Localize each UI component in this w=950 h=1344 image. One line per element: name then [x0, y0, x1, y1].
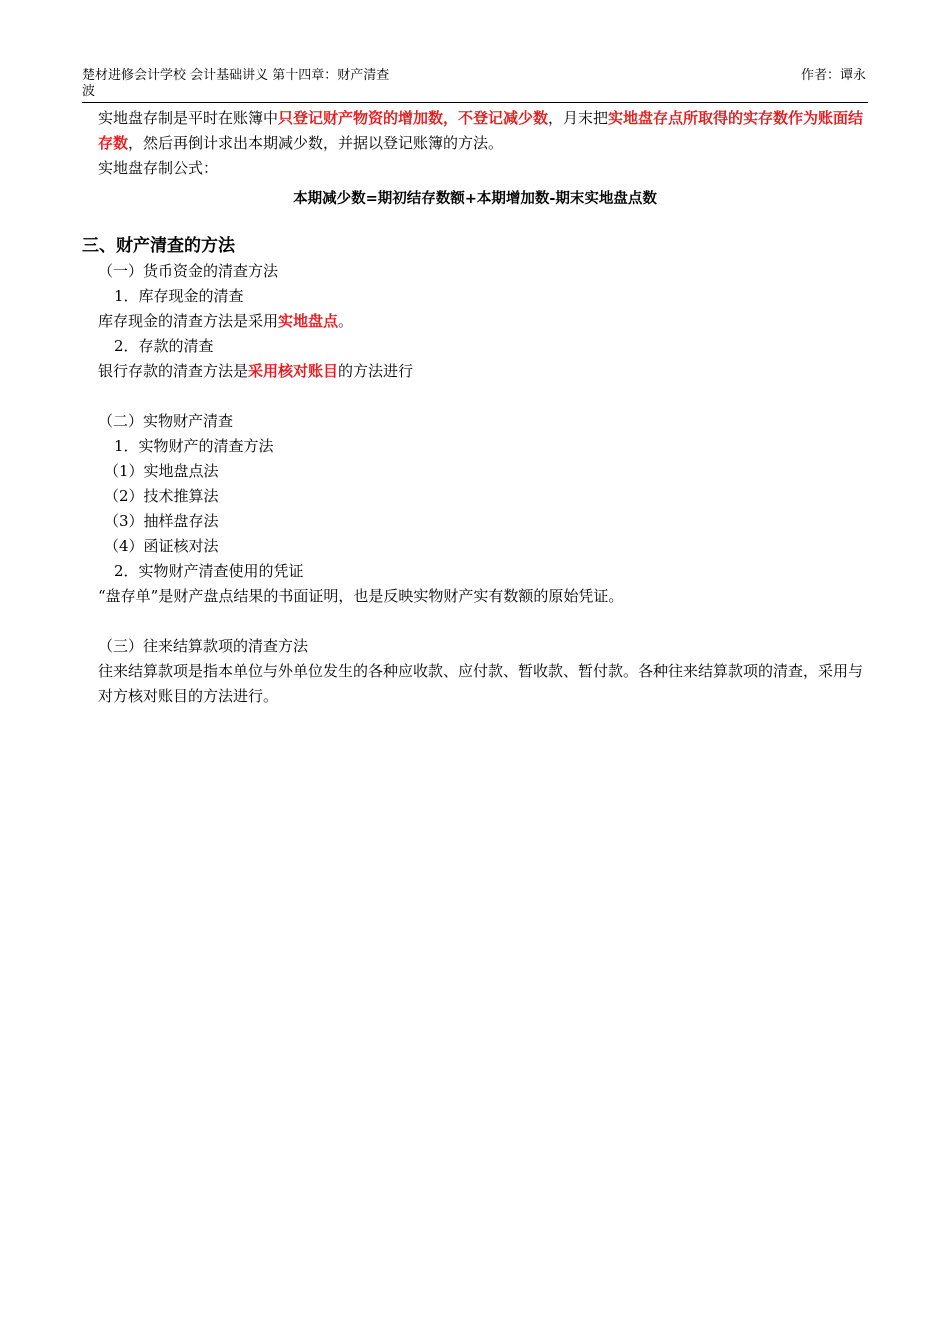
- cash-text-b: 。: [338, 312, 354, 330]
- cash-item-text: [82, 309, 868, 334]
- para1-highlight-1: 只登记财产物资的增加数，不登记减少数: [278, 109, 549, 127]
- formula: 本期减少数=期初结存数额+本期增加数-期末实地盘点数: [293, 191, 657, 207]
- section-title: 三、财产清查的方法: [82, 236, 235, 256]
- para1-text-3: ，然后再倒计求出本期减少数，并据以登记账簿的方法。: [128, 134, 504, 152]
- deposit-item-text: [82, 359, 868, 384]
- header-title-text: 楚材进修会计学校 会计基础讲义 第十四章：财产清查: [82, 68, 390, 83]
- para1-text-1: 实地盘存制是平时在账簿中: [98, 109, 279, 127]
- page-header: [82, 68, 868, 103]
- deposit-text-b: 的方法进行: [338, 362, 414, 380]
- subsection-accounts-title: （三）往来结算款项的清查方法: [98, 637, 309, 655]
- deposit-text-highlight: 采用核对账目: [248, 362, 339, 380]
- physical-voucher-title: 2．实物财产清查使用的凭证: [114, 562, 304, 580]
- header-author: 作者：谭永: [800, 68, 866, 83]
- spacer: [82, 384, 868, 409]
- deposit-text-a: 银行存款的清查方法是: [98, 362, 249, 380]
- cash-item-title: 1．库存现金的清查: [114, 287, 244, 305]
- deposit-item-title: 2．存款的清查: [114, 337, 214, 355]
- para1-highlight-2: 实地盘存点所取得的实存数作为账面结存数: [98, 109, 864, 152]
- document-body: [82, 106, 868, 709]
- cash-text-a: 库存现金的清查方法是采用: [98, 312, 279, 330]
- para1-text-2: ，月末把: [548, 109, 609, 127]
- subsection-cash-title: （一）货币资金的清查方法: [98, 262, 279, 280]
- method-item: （1）实地盘点法: [104, 462, 219, 480]
- periodic-inventory-paragraph: [82, 106, 868, 156]
- spacer: [82, 609, 868, 634]
- method-item: （3）抽样盘存法: [104, 512, 219, 530]
- accounts-text: 往来结算款项是指本单位与外单位发生的各种应收款、应付款、暂收款、暂付款。各种往来结算款项的清查，采用与对方核对账目的方法进行。: [98, 662, 864, 705]
- method-item: （2）技术推算法: [104, 487, 219, 505]
- formula-label: 实地盘存制公式：: [98, 159, 219, 177]
- physical-voucher-text: “盘存单”是财产盘点结果的书面证明，也是反映实物财产实有数额的原始凭证。: [98, 587, 624, 605]
- header-title: [82, 68, 442, 100]
- method-item: （4）函证核对法: [104, 537, 219, 555]
- subsection-physical-title: （二）实物财产清查: [98, 412, 234, 430]
- physical-methods-title: 1．实物财产的清查方法: [114, 437, 274, 455]
- header-title-overflow: 波: [82, 84, 96, 99]
- cash-text-highlight: 实地盘点: [278, 312, 339, 330]
